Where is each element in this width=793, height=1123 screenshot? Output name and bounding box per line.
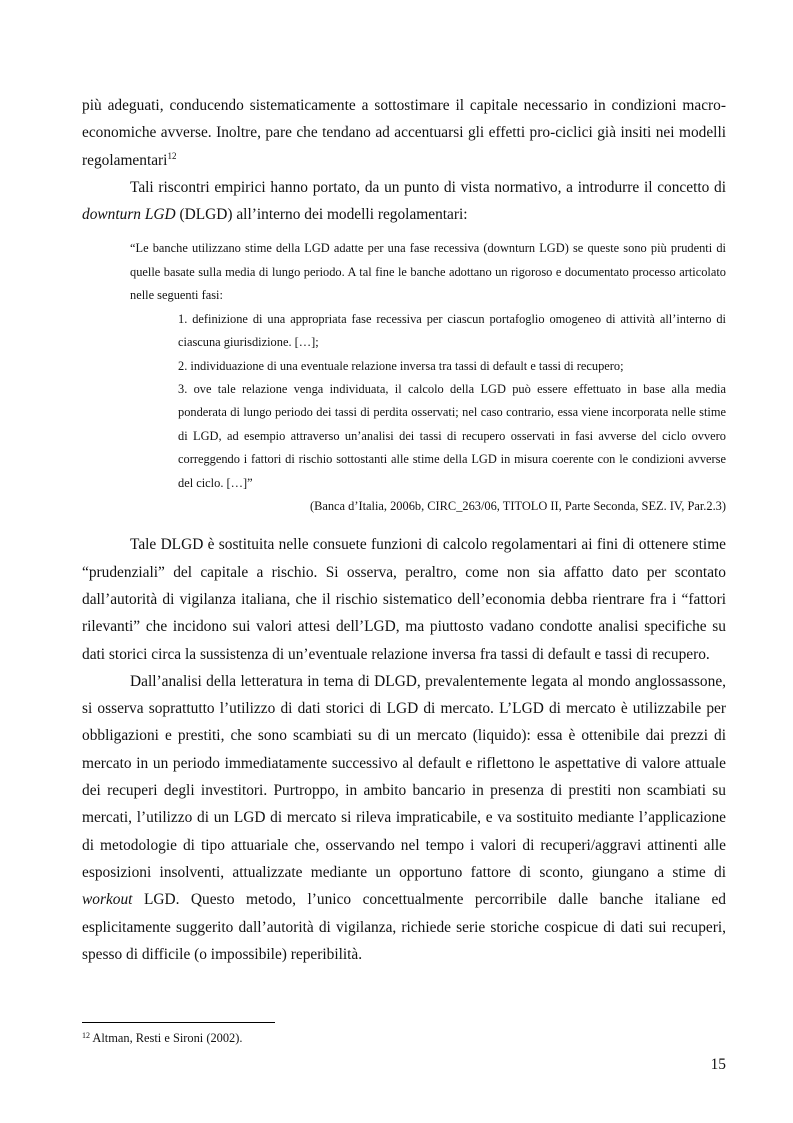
quote-intro: “Le banche utilizzano stime della LGD adatte per una fase recessiva (downturn LGD) se queste sono più prudenti di quelle basate sulla media di lungo periodo. A tal fine le banche adottano un rigoroso e documentato processo articolato nelle seguenti fasi: — [130, 241, 726, 303]
quote-list — [178, 308, 726, 495]
quote-item-2: 2. individuazione di una eventuale relazione inversa tra tassi di default e tassi di recupero; — [178, 358, 624, 373]
quote-citation: (Banca d’Italia, 2006b, CIRC_263/06, TITOLO II, Parte Seconda, SEZ. IV, Par.2.3) — [309, 498, 726, 513]
page-body — [82, 92, 726, 968]
footnote-number: 12 — [82, 1031, 90, 1040]
workout-term: workout — [82, 891, 133, 909]
paragraph-2: Tali riscontri empirici hanno portato, da un punto di vista normativo, a introdurre il concetto di downturn LGD (DLGD) all’interno dei modelli regolamentari: — [82, 178, 726, 224]
footnote-divider — [82, 1022, 275, 1023]
paragraph-1: più adeguati, conducendo sistematicamente a sottostimare il capitale necessario in condizioni macro-economiche avverse. Inoltre, pare che tendano ad accentuarsi gli effetti pro-ciclici già insiti nei modelli regolamentari$^{12}$ — [82, 97, 726, 169]
quote-item-1: 1. definizione di una appropriata fase recessiva per ciascun portafoglio omogeneo di attività all’interno di ciascuna giurisdizione. […]; — [178, 311, 726, 350]
paragraph-4: Dall’analisi della letteratura in tema di DLGD, prevalentemente legata al mondo anglossassone, si osserva soprattutto l’utilizzo di dati storici di LGD di mercato. L’LGD di mercato è utilizzabile per obbligazioni e prestiti, che sono scambiati su di un mercato (liquido): essa è ottenibile dai prezzi di mercato in un periodo immediatamente successivo al default e riflettono le aspettative di valore attuale dei recuperi degli investitori. Purtroppo, in ambito bancario in presenza di prestiti non scambiati su mercati, l’utilizzo di un LGD di mercato si rileva impraticabile, e va sostituito mediante l’applicazione di metodologie di tipo attuariale che, osservando nel tempo i valori di recuperi/aggravi attinenti alle esposizioni insolventi, attualizzate mediante un opportuno fattore di sconto, giungano a stime di workout LGD. Questo metodo, l’unico concettualmente percorribile dalle banche italiane ed esplicitamente suggerito dall’autorità di vigilanza, richiede serie storiche cospicue di dati sui recuperi, spesso di difficile (o impossibile) reperibilità. — [82, 672, 726, 963]
footnote — [82, 1030, 242, 1046]
paragraph-3: Tale DLGD è sostituita nelle consuete funzioni di calcolo regolamentari ai fini di ottenere stime “prudenziali” del capitale a rischio. Si osserva, peraltro, come non sia affatto dato per scontato dall’autorità di vigilanza italiana, che il rischio sistematico dell’economia debba rientrare fra i “fattori rilevanti” che incidono sui valori attesi dell’LGD, ma piuttosto vadano condotte analisi specifiche su dati storici circa la sussistenza di un’eventuale relazione inversa fra tassi di default e tassi di recupero. — [82, 536, 726, 663]
footnote-reference[interactable]: 12 — [167, 150, 177, 161]
footnote-text: Altman, Resti e Sironi (2002). — [90, 1031, 243, 1045]
page-number: 15 — [710, 1056, 726, 1073]
downturn-lgd-term: downturn LGD — [82, 206, 176, 224]
quote-item-3: 3. ove tale relazione venga individuata, il calcolo della LGD può essere effettuato in base alla media ponderata di lungo periodo dei tassi di perdita osservati; nel caso contrario, essa viene incorporata nelle stime di LGD, ad esempio attraverso un’analisi dei tassi di recupero osservati in fasi avverse del ciclo ovvero correggendo i fattori di rischio sottostanti alle stime della LGD in misura coerente con le condizioni avverse del ciclo. […]” — [178, 381, 726, 490]
block-quote — [130, 237, 726, 518]
